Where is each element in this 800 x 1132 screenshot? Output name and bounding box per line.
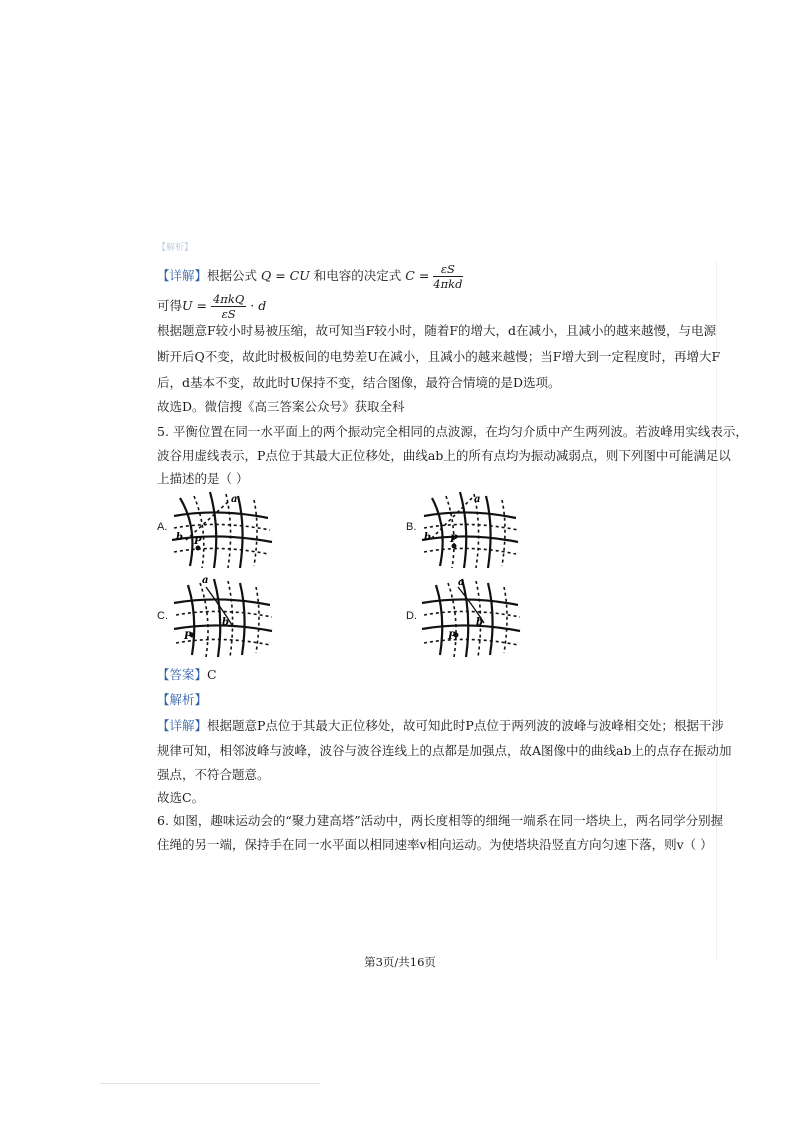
crest-line — [188, 585, 194, 655]
curve-ab — [186, 502, 228, 540]
conclusion-1: 故选D。微信搜《高三答案公众号》获取全科 — [157, 399, 405, 414]
frac-u-num: 4πkQ — [212, 292, 245, 306]
formula-u-lhs: U = — [182, 298, 207, 313]
crest-line — [460, 492, 466, 568]
detail2-label: 【详解】 — [157, 718, 208, 733]
formula-q: Q = CU — [261, 268, 310, 283]
crest-line — [214, 579, 220, 657]
crest-line — [422, 625, 520, 631]
paragraph1-line3: 后，d基本不变，故此时U保持不变，结合图像，最符合情境的是D选项。 — [157, 375, 561, 390]
label-p: P — [194, 536, 202, 547]
label-a: a — [458, 577, 465, 588]
crest-line — [424, 512, 516, 518]
trough-line — [226, 494, 231, 568]
faint-section-tag: 【解析】 — [157, 243, 194, 253]
crest-line — [240, 583, 245, 655]
option-a-figure — [168, 488, 278, 570]
label-a: a — [231, 494, 238, 505]
fraction-u — [211, 292, 246, 321]
trough-line — [200, 583, 208, 657]
label-a: a — [474, 494, 481, 505]
label-p: P — [450, 534, 458, 545]
crest-line — [174, 599, 270, 605]
paragraph1-line1: 根据题意F较小时易被压缩，故可知当F较小时，随着F的增大，d在减小，且减小的越来越慢，与电源 — [157, 323, 717, 338]
option-c-figure — [170, 573, 280, 659]
label-b: b — [476, 617, 483, 628]
conclusion-2: 故选C。 — [157, 790, 205, 805]
trough-line — [174, 524, 270, 530]
crest-line — [210, 492, 216, 568]
crest-line — [422, 536, 518, 542]
crest-line — [436, 585, 442, 655]
option-b-figure — [418, 488, 528, 570]
label-a: a — [202, 575, 209, 586]
page-footer: 第3页/共16页 — [364, 955, 436, 969]
trough-line — [448, 583, 456, 657]
question5-line1: 5. 平衡位置在同一水平面上的两个振动完全相同的点波源，在均匀介质中产生两列波。若波峰用实线表示， — [157, 424, 748, 439]
detail-label: 【详解】 — [157, 268, 208, 283]
paragraph2-line3: 强点，不符合题意。 — [157, 767, 270, 782]
paragraph2-line2: 规律可知，相邻波峰与波峰，波谷与波谷连线上的点都是加强点，故A图像中的曲线ab上的点存在振动加 — [157, 743, 732, 758]
crest-line — [486, 496, 491, 568]
trough-line — [446, 496, 454, 568]
label-b: b — [222, 617, 229, 628]
frac-c-den: 4πkd — [433, 277, 463, 291]
trough-line — [256, 587, 259, 653]
formula-c-lhs: C = — [405, 268, 430, 283]
paragraph2-line1 — [157, 718, 724, 734]
crest-line — [488, 583, 493, 655]
trough-line — [502, 500, 505, 566]
trough-line — [474, 494, 479, 568]
label-b: b — [176, 532, 183, 543]
crest-line — [462, 579, 468, 657]
analysis-label: 【解析】 — [157, 692, 208, 707]
label-p: P — [184, 631, 192, 642]
trough-line — [424, 524, 518, 530]
detail-formula-line-1 — [157, 262, 463, 291]
label-p: P — [448, 631, 456, 642]
trough-line — [424, 548, 516, 554]
paragraph1-line2: 断开后Q不变，故此时极板间的电势差U在减小，且减小的越来越慢；当F增大到一定程度时，再增大F — [157, 349, 721, 364]
crest-line — [238, 496, 243, 568]
answer-label: 【答案】 — [157, 667, 208, 682]
question5-line3: 上描述的是（ ） — [157, 471, 249, 486]
question5-line2: 波谷用虚线表示，P点位于其最大正位移处，曲线ab上的所有点均为振动减弱点，则下列图中可能满足以 — [157, 448, 731, 463]
question6-line1: 6. 如图，趣味运动会的“聚力建高塔”活动中，两长度相等的细绳一端系在同一塔块上，两名同学分别握 — [157, 813, 724, 828]
frac-u-den: εS — [221, 307, 236, 321]
label-b: b — [424, 532, 431, 543]
bottom-rule — [100, 1083, 320, 1084]
option-a-label: A. — [157, 521, 168, 533]
scan-edge-line — [716, 260, 717, 960]
trough-line — [174, 548, 268, 554]
formula-u-tail: · d — [250, 298, 267, 313]
fraction-c — [433, 262, 462, 291]
trough-line — [424, 639, 518, 645]
line1-text: 根据公式 — [207, 268, 258, 283]
trough-line — [424, 611, 520, 617]
option-c-label: C. — [157, 610, 168, 622]
line1-mid: 和电容的决定式 — [313, 268, 402, 283]
option-d-figure — [418, 573, 528, 659]
trough-line — [504, 587, 507, 653]
answer-value: C — [207, 667, 217, 682]
paragraph2-line1-text: 根据题意P点位于其最大正位移处，故可知此时P点位于两列波的波峰与波峰相交处；根据干涉 — [207, 718, 724, 733]
option-b-label: B. — [406, 521, 417, 533]
question6-line2: 住绳的另一端，保持手在同一水平面以相同速率v相向运动。为使塔块沿竖直方向匀速下落，则v（ ） — [157, 837, 713, 852]
answer-line — [157, 667, 217, 683]
line2-prefix: 可得 — [157, 298, 183, 313]
trough-line — [254, 500, 257, 566]
detail-formula-line-2 — [157, 292, 266, 321]
option-d-label: D. — [406, 610, 417, 622]
frac-c-num: εS — [433, 262, 462, 277]
